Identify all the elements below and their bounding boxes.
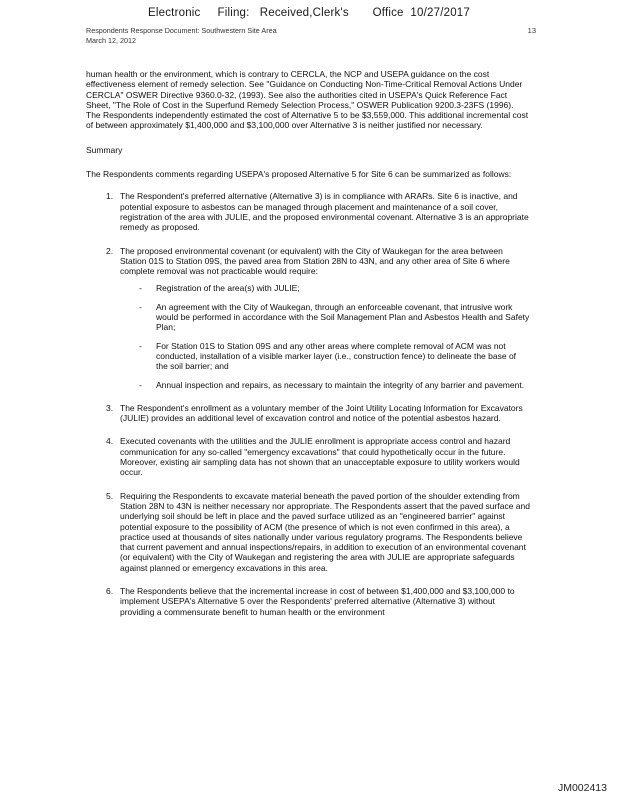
requirement-text: For Station 01S to Station 09S and any other areas where complete removal of ACM was not conducted, installation of a visible marker layer (i.e., construction fence) to delineate the base of the soil barrier; and: [156, 340, 517, 372]
summary-item-2: [86, 246, 530, 390]
requirement-item: [120, 380, 530, 390]
document-body: [86, 69, 530, 630]
item-number: 1.: [106, 191, 114, 202]
requirement-item: [120, 283, 530, 293]
dash-bullet: -: [139, 283, 142, 294]
requirement-text: Annual inspection and repairs, as necessary to maintain the integrity of any barrier and pavement.: [156, 379, 525, 390]
requirement-item: [120, 302, 530, 333]
item-text: Executed covenants with the utilities and the JULIE enrollment is appropriate access control and hazard communication for any so-called "emergency excavations" that could hypothetically occur in the future. Moreover, existing air sampling data has not shown that an unacceptable exposure to utility workers would occur.: [120, 436, 520, 478]
item-text: The Respondent's preferred alternative (Alternative 3) is in compliance with ARARs. Site 6 is inactive, and potential exposure to asbestos can be managed through placement and maintenance of a soil cover, registration of the area with JULIE, and the proposed environmental covenant. Alternative 3 is an appropriate remedy as proposed.: [120, 191, 529, 233]
dash-bullet: -: [139, 301, 142, 312]
summary-item-4: [86, 436, 530, 477]
bates-number: JM002413: [557, 782, 607, 794]
item-text: The Respondent's enrollment as a voluntary member of the Joint Utility Locating Information for Excavators (JULIE) provides an additional level of excavation control and notice of the potential asbestos hazard.: [120, 402, 523, 424]
continuation-paragraph: human health or the environment, which is contrary to CERCLA, the NCP and USEPA guidance on the cost effectiveness element of remedy selection. See "Guidance on Conducting Non-Time-Critical Removal Actions Under CERCLA" OSWER Directive 9360.0-32, (1993). See also the authorities cited in USEPA's Quick Reference Fact Sheet, "The Role of Cost in the Superfund Remedy Selection Process," OSWER Publication 9200.3-23FS (1996). The Respondents independently estimated the cost of Alternative 5 to be $3,559,000. This additional incremental cost of between approximately $1,400,000 and $3,100,000 over Alternative 3 is neither justified nor necessary.: [86, 69, 529, 131]
item-number: 5.: [106, 490, 114, 501]
summary-intro: The Respondents comments regarding USEPA's proposed Alternative 5 for Site 6 can be summarized as follows:: [86, 169, 512, 180]
item-number: 2.: [106, 245, 114, 256]
item-text: Requiring the Respondents to excavate material beneath the paved portion of the shoulder extending from Station 28N to 43N is neither necessary nor appropriate. The Respondents assert that the paved surface and underlying soil should be left in place and the paved surface utilized as an "engineered barrier" against potential exposure to the possibility of ACM (the presence of which is not even confirmed in this area), a practice used at thousands of sites nationally under various regulatory programs. The Respondents believe that current pavement and annual inspections/repairs, in addition to execution of an environmental covenant (or equivalent) with the City of Waukegan and registering the area with JULIE are appropriate safeguards against planned or emergency excavations in this area.: [120, 490, 530, 573]
item-number: 3.: [106, 402, 114, 413]
requirement-item: [120, 341, 530, 372]
summary-heading: Summary: [86, 144, 123, 155]
electronic-filing-stamp: Electronic Filing: Received,Clerk's Office 10/27/2017: [148, 7, 470, 19]
requirement-text: An agreement with the City of Waukegan, through an enforceable covenant, that intrusive work would be performed in accordance with the Soil Management Plan and Asbestos Health and Safety Plan;: [156, 301, 530, 333]
summary-item-5: [86, 491, 530, 573]
summary-item-1: [86, 191, 530, 232]
item-text: The Respondents believe that the incremental increase in cost of between $1,400,000 and $3,100,000 to implement USEPA's Alternative 5 over the Respondents' preferred alternative (Alternative 3) without providing a commensurate benefit to human health or the environment: [120, 585, 515, 617]
running-header-date: March 12, 2012: [86, 36, 136, 45]
dash-bullet: -: [139, 379, 142, 390]
dash-bullet: -: [139, 340, 142, 351]
item-number: 6.: [106, 585, 114, 596]
page-number: 13: [527, 26, 536, 35]
running-header-title: Respondents Response Document: Southwestern Site Area: [86, 26, 277, 35]
summary-item-6: [86, 586, 530, 617]
summary-list: [86, 191, 530, 617]
requirement-text: Registration of the area(s) with JULIE;: [156, 283, 300, 294]
item-number: 4.: [106, 436, 114, 447]
item-text: The proposed environmental covenant (or equivalent) with the City of Waukegan for the area between Station 01S to Station 09S, the paved area from Station 28N to 43N, and any other area of Site 6 where complete removal was not practicable would require:: [120, 245, 510, 277]
covenant-requirements-list: [120, 283, 530, 389]
summary-item-3: [86, 403, 530, 424]
